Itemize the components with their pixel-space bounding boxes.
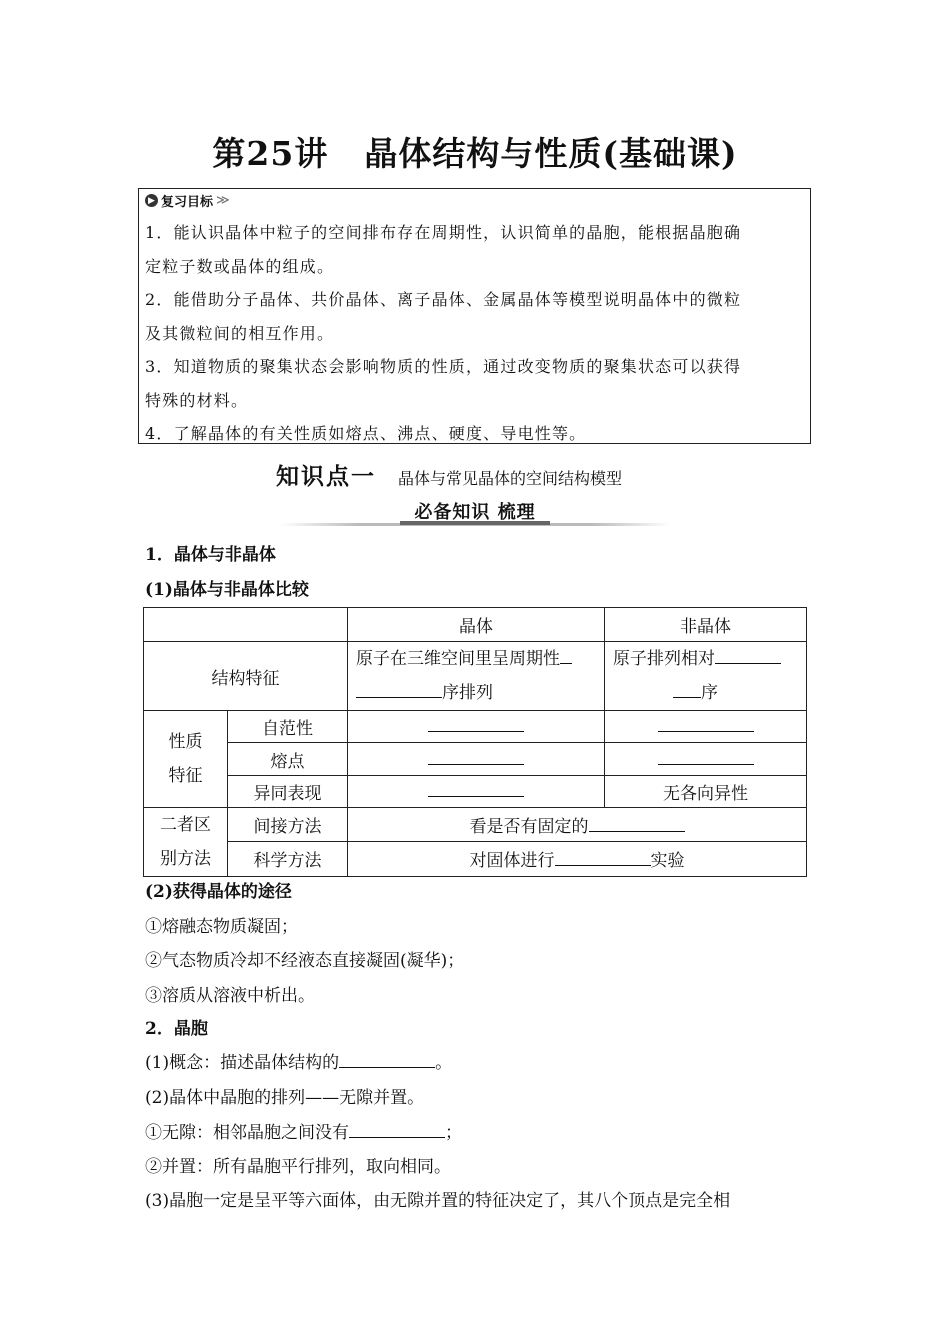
subsection-heading: (1)晶体与非晶体比较 <box>145 580 309 600</box>
melting-amorphous-cell <box>605 743 807 776</box>
concept-line <box>145 1048 452 1073</box>
indirect-method-cell <box>348 808 807 842</box>
review-goals-box <box>138 188 811 444</box>
cell-text: 二者区 <box>160 815 211 835</box>
play-icon: ▶ <box>145 194 158 207</box>
answer-blank <box>356 682 442 698</box>
hexahedron-line: (3)晶胞一定是呈平等六面体，由无隙并置的特征决定了，其八个顶点是完全相 <box>145 1191 731 1211</box>
goal-line: 特殊的材料。 <box>145 390 249 410</box>
knowledge-point-heading <box>276 458 622 491</box>
answer-blank <box>349 1122 445 1138</box>
goal-line: 定粒子数或晶体的组成。 <box>145 256 335 276</box>
cell-text: 性质 <box>168 732 203 752</box>
cell-text: 原子排列相对 <box>613 649 715 669</box>
goal-line: 3．知道物质的聚集状态会影响物质的性质，通过改变物质的聚集状态可以获得 <box>145 357 742 376</box>
list-item: ③溶质从溶液中析出。 <box>145 986 315 1006</box>
no-gap-line <box>145 1118 462 1143</box>
answer-blank <box>560 648 572 664</box>
section-badge <box>280 496 670 530</box>
goal-line: 2．能借助分子晶体、共价晶体、离子晶体、金属晶体等模型说明晶体中的微粒 <box>145 290 742 309</box>
row-label-indirect: 间接方法 <box>228 808 348 842</box>
lesson-number: 第25讲 <box>212 134 329 173</box>
list-item: ①熔融态物质凝固； <box>145 917 298 937</box>
cell-text: 看是否有固定的 <box>469 816 589 837</box>
goal-line: 1．能认识晶体中粒子的空间排布存在周期性，认识简单的晶胞，能根据晶胞确 <box>145 223 742 242</box>
answer-blank <box>715 648 781 664</box>
scientific-method-cell <box>348 841 807 876</box>
comparison-table <box>143 607 807 877</box>
heading-text: (2)获得晶体的途径 <box>145 882 292 902</box>
double-chevron-icon: ≫ <box>216 193 230 208</box>
anisotropy-amorphous-cell: 无各向异性 <box>605 776 807 808</box>
cell-text: 序 <box>701 683 718 703</box>
anisotropy-crystal-cell <box>348 776 605 808</box>
goal-line: 4．了解晶体的有关性质如熔点、沸点、硬度、导电性等。 <box>145 424 587 443</box>
lesson-title: 晶体结构与性质(基础课) <box>364 134 738 173</box>
section-heading: 2．晶胞 <box>145 1019 208 1039</box>
row-label-self-shape: 自范性 <box>228 711 348 743</box>
row-label-melting: 熔点 <box>228 743 348 776</box>
goal-list <box>145 216 804 451</box>
cell-text: 原子在三维空间里呈周期性 <box>356 649 560 669</box>
answer-blank <box>673 682 701 698</box>
answer-blank <box>428 748 524 764</box>
row-label-scientific: 科学方法 <box>228 841 348 876</box>
cell-text: 序排列 <box>442 683 493 703</box>
row-label-anisotropy: 异同表现 <box>228 776 348 808</box>
knowledge-point-subtitle: 晶体与常见晶体的空间结构模型 <box>398 469 623 488</box>
answer-blank <box>428 716 524 732</box>
table-corner-cell <box>144 608 348 642</box>
melting-crystal-cell <box>348 743 605 776</box>
list-item: ②气态物质冷却不经液态直接凝固(凝华)； <box>145 951 465 971</box>
section-badge-text: 必备知识 梳理 <box>414 502 536 523</box>
answer-blank <box>658 716 754 732</box>
goal-line: 及其微粒间的相互作用。 <box>145 323 335 343</box>
group-label-property <box>144 711 228 808</box>
header-amorphous: 非晶体 <box>605 608 807 642</box>
self-shape-crystal-cell <box>348 711 605 743</box>
header-crystal: 晶体 <box>348 608 605 642</box>
row-label-structure: 结构特征 <box>144 642 348 711</box>
self-shape-amorphous-cell <box>605 711 807 743</box>
answer-blank <box>428 781 524 797</box>
line-text: 。 <box>435 1053 453 1073</box>
review-goals-label: 复习目标 <box>161 195 214 210</box>
page-title <box>0 128 950 175</box>
structure-crystal-cell <box>348 642 605 711</box>
cell-text: 对固体进行 <box>469 851 555 872</box>
arrangement-line: (2)晶体中晶胞的排列——无隙并置。 <box>145 1088 425 1108</box>
parallel-line: ②并置：所有晶胞平行排列，取向相同。 <box>145 1157 451 1177</box>
review-goals-badge <box>145 191 230 210</box>
cell-text: 特征 <box>168 766 203 786</box>
line-text: ； <box>445 1123 462 1143</box>
answer-blank <box>339 1052 435 1068</box>
cell-text: 别方法 <box>160 849 211 869</box>
line-text: ①无隙：相邻晶胞之间没有 <box>145 1123 349 1143</box>
knowledge-point-label: 知识点一 <box>276 464 376 490</box>
structure-amorphous-cell <box>605 642 807 711</box>
section-heading: 1．晶体与非晶体 <box>145 545 276 565</box>
cell-text: 实验 <box>650 851 685 872</box>
answer-blank <box>658 748 754 764</box>
subsection-heading <box>145 877 292 902</box>
line-text: (1)概念：描述晶体结构的 <box>145 1053 340 1073</box>
group-label-distinguish <box>144 808 228 877</box>
answer-blank <box>589 816 685 832</box>
answer-blank <box>555 850 651 866</box>
